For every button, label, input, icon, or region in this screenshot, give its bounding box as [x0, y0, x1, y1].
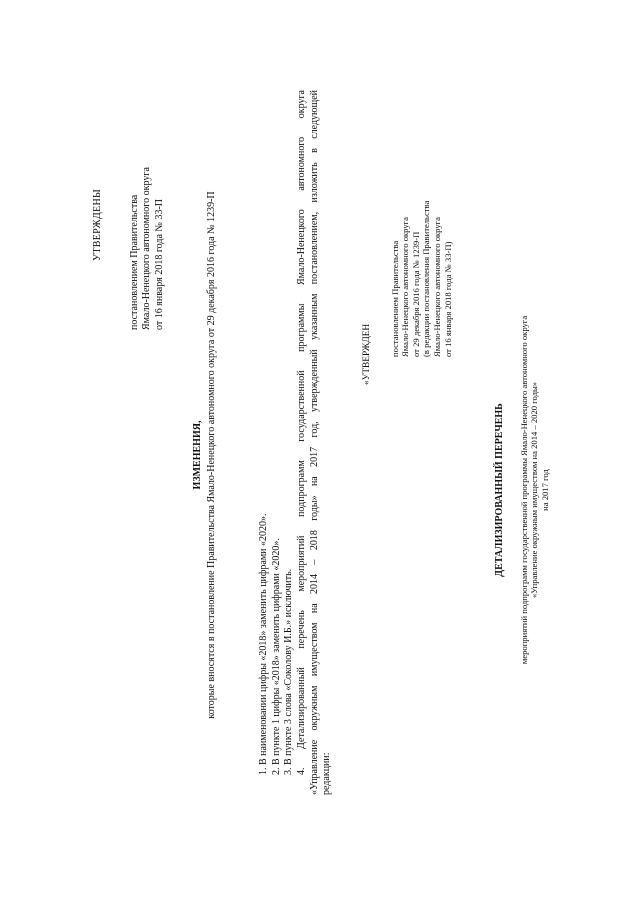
changes-title: ИЗМЕНЕНИЯ,: [192, 420, 203, 490]
approval2-line: Ямало-Ненецкого автономного округа: [400, 217, 411, 357]
approval2-line: (в редакции постановления Правительства: [421, 200, 432, 357]
approval-line: Ямало-Ненецкого автономного округа: [141, 167, 152, 330]
change-item-4-last: редакции:: [321, 752, 332, 795]
change-item-4: [296, 90, 334, 795]
approval2-line: Ямало-Ненецкого автономного округа: [431, 217, 442, 357]
change-item: 2. В пункте 1 цифры «2018» заменить цифрами «2020».: [270, 538, 282, 775]
change-item: 3. В пункте 3 слова «Соколову И.Б.» исключить.: [283, 568, 294, 775]
change-item-4-line: «Управление окружным имуществом на 2014 – 2018 годы» на 2017 год, утвержденный указанным постановлением, изложить в следующей: [308, 90, 320, 795]
approval2-line: от 29 декабря 2016 года № 1239-П: [410, 231, 421, 357]
list-title: ДЕТАЛИЗИРОВАННЫЙ ПЕРЕЧЕНЬ: [494, 403, 505, 577]
approval-heading: УТВЕРЖДЕНЫ: [92, 189, 103, 262]
changes-list: [258, 295, 296, 795]
approval-lines: [129, 90, 167, 360]
list-line: мероприятий подпрограмм государственной программы Ямало-Ненецкого автономного округа: [518, 315, 529, 665]
list-block: [494, 250, 550, 730]
change-item: 1. В наименовании цифры «2018» заменить цифрами «2020».: [258, 513, 269, 775]
approval-line: от 16 января 2018 года № 33-П: [153, 198, 165, 330]
approval2-block: [362, 95, 453, 385]
change-item-4-line: 4. Детализированный перечень мероприятий подпрограмм государственной программы Ямало-Ненецкого автономного округа: [296, 90, 307, 775]
approval-block: [92, 90, 166, 360]
list-line: на 2017 год: [539, 469, 550, 511]
list-line: «Управление окружным имуществом на 2014 – 2020 годы»: [529, 381, 540, 599]
approval2-heading: «УТВЕРЖДЕН: [362, 323, 372, 385]
approval-line: постановлением Правительства: [128, 194, 140, 330]
approval2-line: от 16 января 2018 года № 33-П): [442, 241, 453, 357]
approval2-lines: [390, 95, 454, 385]
changes-subtitle: которые вносятся в постановление Правительства Ямало-Ненецкого автономного округа от 29 декабря 2016 года № 1239-П: [206, 191, 217, 719]
approval2-line: постановлением Правительства: [389, 240, 400, 357]
